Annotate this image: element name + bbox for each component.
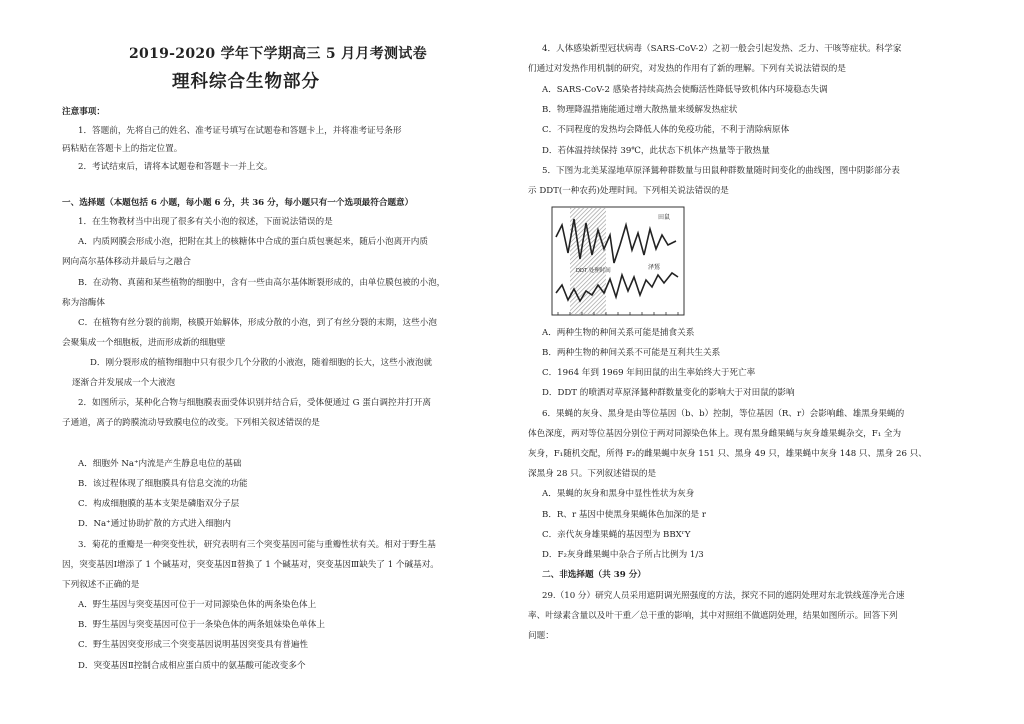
question-line: A．SARS-CoV-2 感染者持续高热会使酶活性降低导致机体内环境稳态失调 xyxy=(542,85,828,95)
notice-line: 1．答题前，先将自己的姓名、准考证号填写在试题卷和答题卡上，并将准考证号条形 xyxy=(78,126,402,136)
exam-subtitle: 理科综合生物部分 xyxy=(172,72,320,92)
question-line: 子通道，离子的跨膜流动导致膜电位的改变。下列相关叙述错误的是 xyxy=(62,418,320,428)
question-line: B．物理降温措施能通过增大散热量来缓解发热症状 xyxy=(542,105,738,115)
question-line: 深黑身 28 只。下列叙述错误的是 xyxy=(528,469,657,479)
section-heading: 二、非选择题（共 39 分） xyxy=(542,570,646,580)
question-line: C．1964 年到 1969 年间田鼠的出生率始终大于死亡率 xyxy=(542,368,756,378)
question-line: D．突变基因Ⅱ控制合成相应蛋白质中的氨基酸可能改变多个 xyxy=(78,661,306,671)
question-line: D．DDT 的喷洒对草原泽鵟种群数量变化的影响大于对田鼠的影响 xyxy=(542,388,795,398)
question-line: 问题： xyxy=(528,631,554,641)
question-line: 率、叶绿素含量以及叶干重／总干重的影响，其中对照组不做遮阴处理，结果如图所示。回答下列 xyxy=(528,611,898,621)
hawk-label: 泽鵟 xyxy=(648,265,661,271)
question-line: B．两种生物的种间关系不可能是互利共生关系 xyxy=(542,348,721,358)
ddt-label: DDT 处理时间 xyxy=(576,268,611,274)
question-line: A．两种生物的种间关系可能是捕食关系 xyxy=(542,328,695,338)
question-line: 逐渐合并发展成一个大液泡 xyxy=(72,378,176,388)
question-line: D．刚分裂形成的植物细胞中只有很少几个分散的小液泡，随着细胞的长大，这些小液泡就 xyxy=(90,358,433,368)
question-line: 2．如图所示，某种化合物与细胞膜表面受体识别并结合后，受体便通过 G 蛋白调控并打开离 xyxy=(78,398,431,408)
question-line: B．野生基因与突变基因可位于一条染色体的两条姐妹染色单体上 xyxy=(78,620,325,630)
question-line: D．若体温持续保持 39℃，此状态下机体产热量等于散热量 xyxy=(542,146,770,156)
question-line: C．野生基因突变形成三个突变基因说明基因突变具有普遍性 xyxy=(78,640,309,650)
question-line: A．果蝇的灰身和黑身中显性性状为灰身 xyxy=(542,489,695,499)
vole-label: 田鼠 xyxy=(658,215,671,221)
question-line: C．不同程度的发热均会降低人体的免疫功能，不利于清除病原体 xyxy=(542,125,790,135)
question-line: A．野生基因与突变基因可位于一对同源染色体的两条染色体上 xyxy=(78,600,317,610)
question-line: 因，突变基因Ⅰ增添了 1 个碱基对，突变基因Ⅱ替换了 1 个碱基对，突变基因Ⅲ缺失了 1 个碱基对。 xyxy=(62,560,439,570)
question-line: D．F₂灰身雌果蝇中杂合子所占比例为 1/3 xyxy=(542,550,704,560)
question-line: 1．在生物教材当中出现了很多有关小泡的叙述，下面说法错误的是 xyxy=(78,217,333,227)
section-heading: 一、选择题（本题包括 6 小题，每小题 6 分，共 36 分，每小题只有一个选项最符合题意） xyxy=(62,198,414,208)
question-line: C．亲代灰身雄果蝇的基因型为 BBXʳY xyxy=(542,530,691,540)
population-figure xyxy=(548,205,688,320)
question-line: 下列叙述不正确的是 xyxy=(62,580,140,590)
question-line: 体色深度，两对等位基因分别位于两对同源染色体上。现有黑身雌果蝇与灰身雄果蝇杂交，F₁ 全为 xyxy=(528,429,902,439)
question-line: D．Na⁺通过协助扩散的方式进入细胞内 xyxy=(78,519,231,529)
notice-line: 2．考试结束后，请将本试题卷和答题卡一并上交。 xyxy=(78,162,273,172)
question-line: B．在动物、真菌和某些植物的细胞中，含有一些由高尔基体断裂形成的，由单位膜包被的小泡， xyxy=(78,278,446,288)
question-line: C．在植物有丝分裂的前期，核膜开始解体，形成分散的小泡，到了有丝分裂的末期，这些小泡 xyxy=(78,318,437,328)
question-line: 会聚集成一个细胞板，进而形成新的细胞壁 xyxy=(62,338,226,348)
question-line: 称为溶酶体 xyxy=(62,298,105,308)
exam-title: 2019-2020 学年下学期高三 5 月月考测试卷 xyxy=(129,46,427,62)
question-line: 们通过对发热作用机制的研究，对发热的作用有了新的理解。下列有关说法错误的是 xyxy=(528,64,846,74)
question-line: 3．菊花的重瓣是一种突变性状，研究表明有三个突变基因可能与重瓣性状有关。相对于野生基 xyxy=(78,540,436,550)
question-line: C．构成细胞膜的基本支架是磷脂双分子层 xyxy=(78,499,240,509)
question-line: 6．果蝇的灰身、黑身是由等位基因（b、b）控制，等位基因（R、r）会影响雌、雄黑身果蝇的 xyxy=(542,409,905,419)
question-line: 4．人体感染新型冠状病毒（SARS-CoV-2）之初一般会引起发热、乏力、干咳等症状。科学家 xyxy=(542,44,902,54)
notice-heading: 注意事项： xyxy=(62,107,105,117)
question-line: A．细胞外 Na⁺内流是产生静息电位的基础 xyxy=(78,459,242,469)
question-line: 29.（10 分）研究人员采用遮阴调光照强度的方法，探究不同的遮阴处理对东北铁线莲净光合速 xyxy=(542,591,905,601)
question-line: 5．下图为北美某湿地草原泽鵟种群数量与田鼠种群数量随时间变化的曲线图，图中阴影部分表 xyxy=(542,166,900,176)
notice-line: 码粘贴在答题卡上的指定位置。 xyxy=(62,144,183,154)
question-line: A．内质网膜会形成小泡，把附在其上的核糖体中合成的蛋白质包裹起来，随后小泡离开内质 xyxy=(78,237,428,247)
question-line: 灰身，F₁随机交配，所得 F₂的雌果蝇中灰身 151 只、黑身 49 只，雄果蝇中灰身 148 只、黑身 26 只、 xyxy=(528,449,927,459)
question-line: B．R、r 基因中使黑身果蝇体色加深的是 r xyxy=(542,510,706,520)
question-line: 网向高尔基体移动并最后与之融合 xyxy=(62,257,191,267)
question-line: B．该过程体现了细胞膜具有信息交流的功能 xyxy=(78,479,248,489)
question-line: 示 DDT(一种农药)处理时间。下列相关说法错误的是 xyxy=(528,186,729,196)
